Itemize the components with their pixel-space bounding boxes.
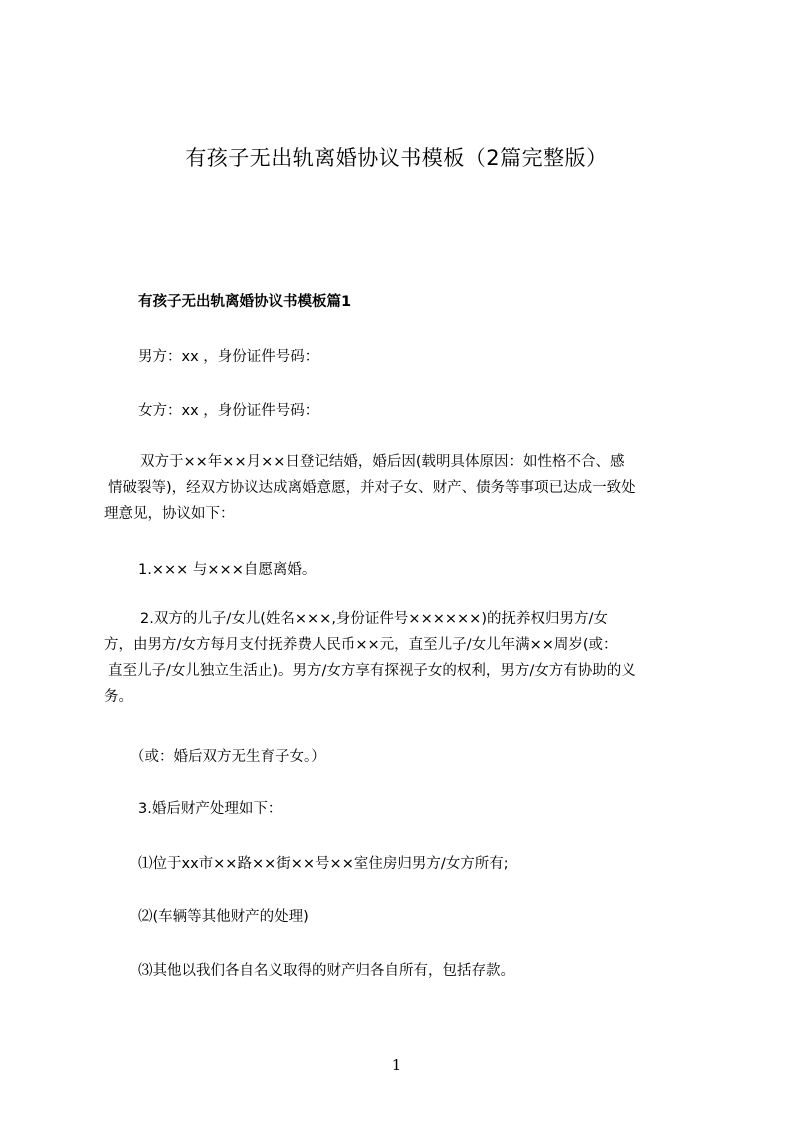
male-party-line: 男方：xx ，身份证件号码： <box>138 349 320 365</box>
intro-paragraph <box>104 449 704 527</box>
intro-line: 双方于××年××月××日登记结婚，婚后因(载明具体原因：如性格不合、感 <box>140 454 625 470</box>
intro-line: 情破裂等)，经双方协议达成离婚意愿，并对子女、财产、债务等事项已达成一致处 <box>108 480 636 496</box>
clause-2-line: 方，由男方/女方每月支付抚养费人民币××元，直至儿子/女儿年满××周岁(或： <box>104 637 618 653</box>
clause-2-line: 直至儿子/女儿独立生活止)。男方/女方享有探视子女的权利，男方/女方有协助的义 <box>108 663 636 679</box>
clause-2-alternative: （或：婚后双方无生育子女。） <box>130 749 326 765</box>
page-number: 1 <box>391 1056 402 1074</box>
property-item-1: ⑴位于xx市××路××街××号××室住房归男方/女方所有; <box>138 856 509 872</box>
clause-2-line: 务。 <box>104 689 133 705</box>
document-title: 有孩子无出轨离婚协议书模板（2篇完整版） <box>185 146 608 170</box>
female-party-line: 女方：xx ，身份证件号码： <box>138 403 320 419</box>
clause-3: 3.婚后财产处理如下： <box>138 801 283 817</box>
property-item-2: ⑵(车辆等其他财产的处理) <box>138 909 309 925</box>
clause-2-paragraph <box>104 606 704 710</box>
section-heading: 有孩子无出轨离婚协议书模板篇1 <box>138 294 352 310</box>
property-item-3: ⑶其他以我们各自名义取得的财产归各自所有，包括存款。 <box>138 963 515 979</box>
intro-line: 理意见，协议如下： <box>104 506 235 522</box>
clause-2-line: 2.双方的儿子/女儿(姓名×××,身份证件号××××××)的抚养权归男方/女 <box>140 611 608 627</box>
clause-1: 1.××× 与×××自愿离婚。 <box>138 562 317 578</box>
